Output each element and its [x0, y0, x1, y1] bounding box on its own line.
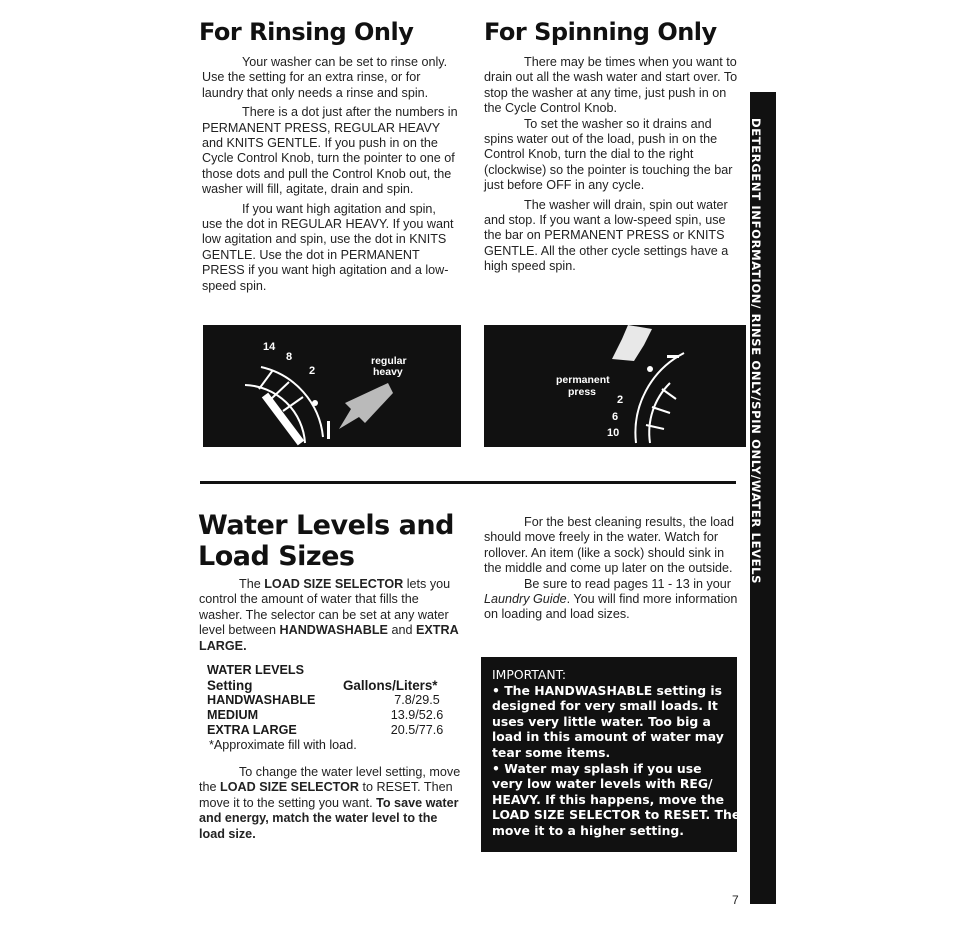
p2-part-a: Be sure to read pages 11 - 13 in your [524, 576, 731, 591]
important-line: tear some items. [492, 744, 611, 760]
table-footnote: *Approximate fill with load. [209, 738, 357, 752]
change-part-a: To change the water level setting, move the [199, 765, 461, 795]
table-row [207, 708, 477, 723]
rinsing-paragraph-2: There is a dot just after the numbers in PERMANENT PRESS, REGULAR HEAVY and KNITS GENTLE. If you push in on the Cycle Control Knob, turn the pointer to one of those dots and pull the Control Knob out, the washer will fill, agitate, drain and spin. [202, 105, 458, 197]
loading-text [484, 515, 740, 623]
important-line: designed for very small loads. It [492, 698, 718, 714]
dial-number-10: 10 [607, 427, 620, 439]
intro-part-e: and [387, 623, 416, 638]
p2-part-c: . You will find more information on loading and load sizes. [484, 592, 738, 622]
spinning-paragraph-1: There may be times when you want to drain out all the wash water and start over. To stop the washer at any time, just push in on the Cycle Control Knob. [484, 55, 738, 116]
dial-number-2: 2 [617, 394, 624, 406]
row-setting: HANDWASHABLE [207, 693, 316, 707]
row-value: 20.5/77.6 [390, 723, 444, 737]
change-save-water-note: To save water and energy, match the water level to the load size. [199, 795, 459, 841]
laundry-guide-title: Laundry Guide [484, 592, 567, 607]
permanent-press-dial-illustration [484, 325, 746, 447]
dial-label-regular: regular [371, 355, 407, 367]
rinsing-text [202, 55, 459, 294]
water-levels-title-line-2: Load Sizes [198, 541, 355, 572]
page-number: 7 [732, 893, 739, 907]
change-load-size-selector: LOAD SIZE SELECTOR [220, 780, 360, 795]
important-title: IMPORTANT: [492, 667, 567, 682]
change-water-level-text [199, 765, 461, 842]
spinning-paragraph-2: To set the washer so it drains and spins water out of the load, push in on the Control Knob, turn the dial to the right (clockwise) so the pointer is touching the bar just before OFF in any cycle. [484, 116, 733, 193]
spinning-paragraph-3: The washer will drain, spin out water and stop. If you want a low-speed spin, use the bar on PERMANENT PRESS or KNITS GENTLE. All the other cycle settings have a high speed spin. [484, 197, 729, 274]
important-line: LOAD SIZE SELECTOR to RESET. Then [492, 807, 750, 823]
regular-heavy-dial-illustration [203, 325, 461, 447]
dial-label-heavy: heavy [373, 366, 403, 378]
important-line: • Water may splash if you use [492, 760, 702, 776]
water-levels-table [207, 663, 477, 753]
dial-number-6: 6 [612, 411, 619, 423]
dial-number-8: 8 [286, 351, 293, 363]
row-value: 13.9/52.6 [390, 708, 444, 722]
section-divider [200, 481, 736, 484]
water-levels-intro [199, 577, 459, 654]
spinning-text [484, 55, 742, 275]
important-line: HEAVY. If this happens, move the [492, 791, 725, 807]
row-value: 7.8/29.5 [394, 693, 440, 707]
dial-label-permanent: permanent [556, 374, 610, 386]
intro-handwashable: HANDWASHABLE [279, 623, 388, 638]
dial-label-press: press [568, 386, 597, 398]
spinning-title: For Spinning Only [484, 18, 717, 46]
water-levels-table-header [207, 678, 477, 693]
important-notice-box [481, 657, 750, 852]
dial-number-14: 14 [263, 341, 276, 353]
water-levels-table-title: WATER LEVELS [207, 663, 305, 677]
important-line: very low water levels with REG/ [492, 776, 713, 792]
intro-part-a: The [239, 577, 265, 591]
change-part-c: to RESET. Then move it to the setting you want. [199, 780, 453, 810]
important-line: • The HANDWASHABLE setting is [492, 682, 723, 698]
important-line: uses very little water. Too big a [492, 713, 711, 729]
row-setting: MEDIUM [207, 708, 259, 722]
intro-part-c: lets you control the amount of water that fills the washer. The selector can be set at any water level between [199, 577, 451, 638]
rinsing-paragraph-1: Your washer can be set to rinse only. Use the setting for an extra rinse, or for laundry that only needs a rinse and spin. [202, 55, 448, 100]
row-setting: EXTRA LARGE [207, 723, 297, 737]
table-row [207, 723, 477, 738]
important-line: load in this amount of water may [492, 729, 724, 745]
side-tab-label: DETERGENT INFORMATION/ RINSE ONLY/SPIN ONLY/WATER LEVELS [749, 118, 763, 585]
rinsing-title: For Rinsing Only [199, 18, 414, 46]
water-levels-title [198, 510, 454, 572]
loading-paragraph-2 [484, 577, 740, 623]
loading-paragraph-1: For the best cleaning results, the load should move freely in the water. Watch for rollover. An item (like a sock) should sink in the middle and come up later on the outside. [484, 515, 735, 576]
dial-number-2: 2 [309, 365, 316, 377]
column-setting: Setting [207, 678, 253, 693]
intro-load-size-selector: LOAD SIZE SELECTOR [264, 577, 404, 591]
table-row [207, 693, 477, 708]
important-line: move it to a higher setting. [492, 822, 684, 838]
dial-drawing [203, 325, 461, 447]
column-gallons-liters: Gallons/Liters* [343, 678, 438, 693]
water-levels-title-line-1: Water Levels and [198, 510, 454, 541]
rinsing-paragraph-3: If you want high agitation and spin, use the dot in REGULAR HEAVY. If you want low agitation and spin, use the dot in KNITS GENTLE. Use the dot in PERMANENT PRESS if you want high agitation and a low-speed spin. [202, 201, 454, 293]
intro-extra-large: EXTRA LARGE. [199, 623, 459, 653]
